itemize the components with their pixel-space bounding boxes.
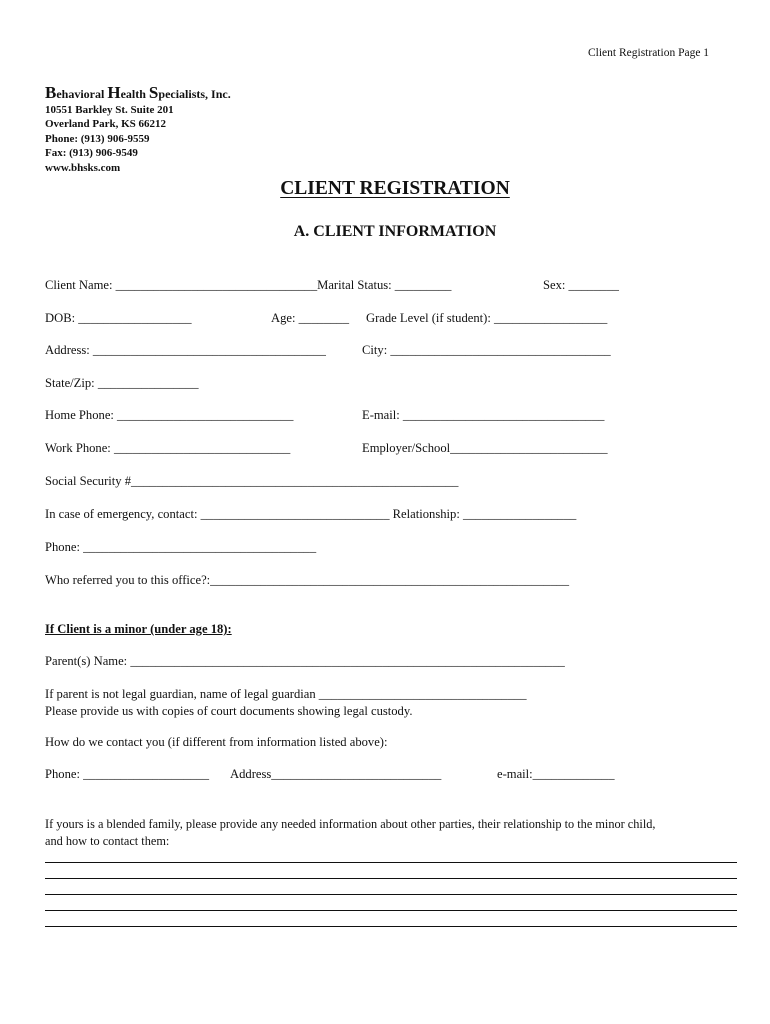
work-phone-field[interactable]: Work Phone: ____________________________ (45, 441, 291, 455)
org-address-line1: 10551 Barkley St. Suite 201 (45, 103, 174, 116)
city-field[interactable]: City: ___________________________________ (362, 343, 611, 357)
org-block (45, 83, 231, 176)
blended-answer-line-1[interactable] (45, 862, 737, 863)
ssn-field[interactable]: Social Security #____________________________________________________ (45, 474, 459, 488)
org-phone: Phone: (913) 906-9559 (45, 132, 150, 145)
referred-by-field[interactable]: Who referred you to this office?:_________________________________________________________ (45, 573, 570, 587)
parents-name-field[interactable]: Parent(s) Name: _____________________________________________________________________ (45, 654, 565, 668)
employer-school-field[interactable]: Employer/School_________________________ (362, 441, 608, 455)
email-field[interactable]: E-mail: ________________________________ (362, 408, 605, 422)
blended-family-text-2: and how to contact them: (45, 834, 170, 848)
guardian-email-field[interactable]: e-mail:_____________ (497, 767, 615, 781)
state-zip-field[interactable]: State/Zip: ________________ (45, 376, 199, 390)
blended-answer-line-2[interactable] (45, 878, 737, 879)
page-title: CLIENT REGISTRATION (280, 178, 510, 199)
section-heading: A. CLIENT INFORMATION (293, 223, 497, 240)
guardian-phone-field[interactable]: Phone: ____________________ (45, 767, 210, 781)
minor-heading: If Client is a minor (under age 18): (45, 622, 232, 636)
emergency-contact-field[interactable]: In case of emergency, contact: ______________________________ Relationship: __________________ (45, 507, 577, 521)
dob-field[interactable]: DOB: __________________ (45, 311, 192, 325)
org-name: Behavioral Health Specialists, Inc. (45, 83, 231, 102)
guardian-address-field[interactable]: Address___________________________ (230, 767, 442, 781)
emergency-phone-field[interactable]: Phone: _____________________________________ (45, 540, 317, 554)
blended-answer-line-4[interactable] (45, 910, 737, 911)
custody-note: Please provide us with copies of court documents showing legal custody. (45, 704, 413, 718)
page-header: Client Registration Page 1 (588, 47, 710, 59)
contact-question: How do we contact you (if different from information listed above): (45, 735, 388, 749)
org-website: www.bhsks.com (45, 161, 121, 174)
org-address-line2: Overland Park, KS 66212 (45, 118, 167, 131)
blended-answer-line-3[interactable] (45, 894, 737, 895)
age-field[interactable]: Age: ________ (271, 311, 350, 325)
sex-field[interactable]: Sex: ________ (543, 278, 619, 292)
blended-answer-line-5[interactable] (45, 926, 737, 927)
address-field[interactable]: Address: _____________________________________ (45, 343, 326, 357)
grade-level-field[interactable]: Grade Level (if student): __________________ (366, 311, 608, 325)
legal-guardian-field[interactable]: If parent is not legal guardian, name of legal guardian _________________________________ (45, 687, 527, 701)
home-phone-field[interactable]: Home Phone: ____________________________ (45, 408, 294, 422)
client-name-marital-field[interactable]: Client Name: ________________________________Marital Status: _________ (45, 278, 452, 292)
blended-family-text: If yours is a blended family, please provide any needed information about other parties, their relationship to the minor child, (45, 817, 656, 831)
org-fax: Fax: (913) 906-9549 (45, 147, 138, 160)
